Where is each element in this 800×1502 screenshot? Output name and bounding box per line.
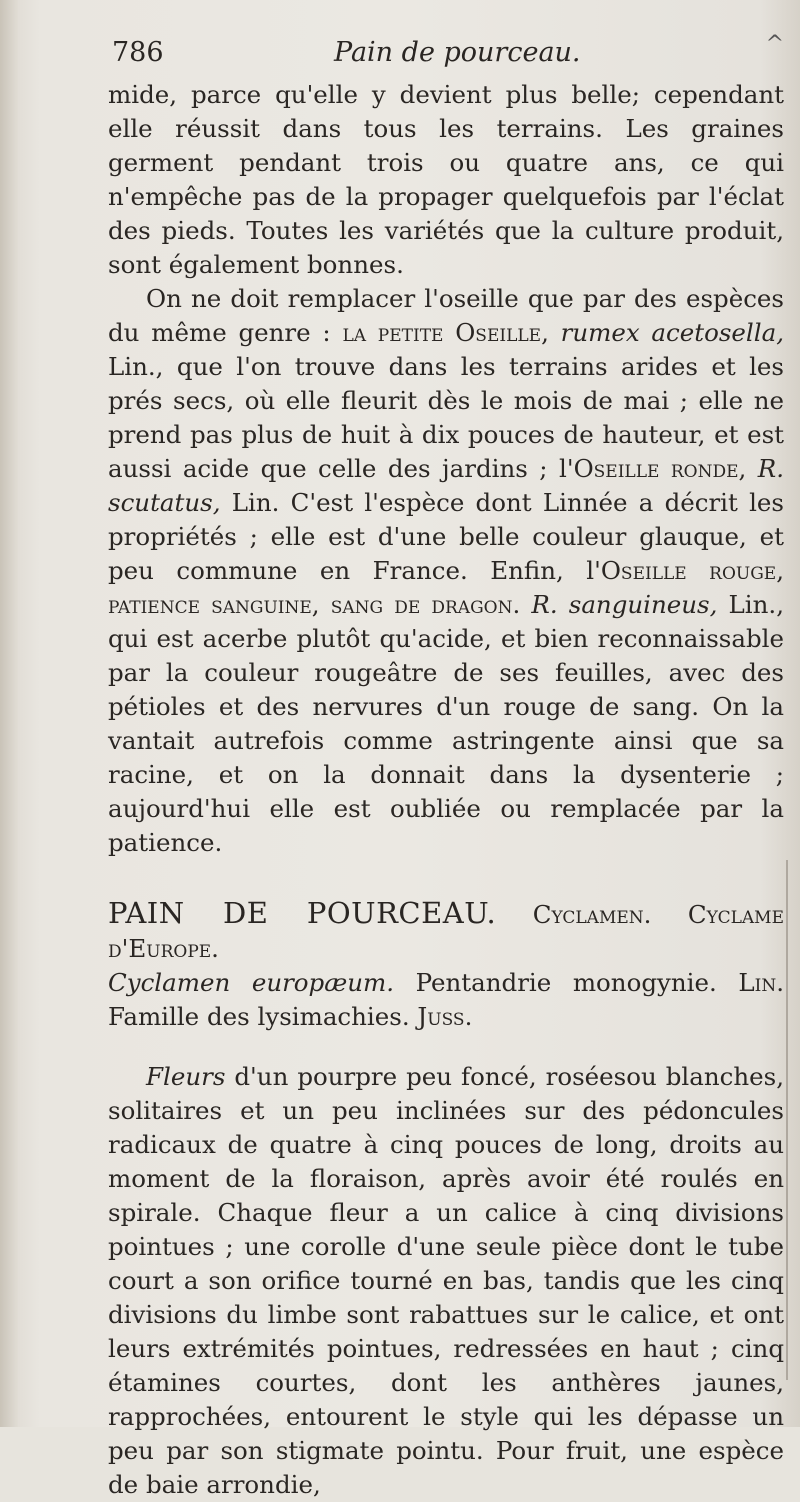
paragraph-continuation: mide, parce qu'elle y devient plus belle; cependant elle réussit dans tous les terrains. Les graines germent pendant trois ou quatre ans, ce qui n'empêche pas de la propager quelquefois par l'éclat des pieds. Toutes les variétés que la culture produit, sont également bonnes. xyxy=(108,80,784,279)
page-body xyxy=(108,78,784,1502)
entry-title: PAIN DE POURCEAU. xyxy=(108,896,497,930)
lead-word-fleurs: Fleurs xyxy=(146,1062,226,1091)
latin-r-sanguineus: R. sanguineus, xyxy=(531,590,718,619)
term-oseille-ronde: Oseille ronde xyxy=(573,454,739,483)
paragraph-oseille: On ne doit remplacer l'oseille que par des espèces du même genre : la petite Oseille, rumex acetosella, Lin., que l'on trouve dans les terrains arides et les prés secs, où elle fleurit dès le mois de mai ; elle ne prend pas plus de huit à dix pouces de hauteur, et est aussi acide que celle des jardins ; l'Oseille ronde, R. scutatus, Lin. C'est l'espèce dont Linnée a décrit les propriétés ; elle est d'une belle couleur glauque, et peu commune en France. Enfin, l'Oseille rouge, patience sanguine, sang de dragon. R. sanguineus, Lin., qui est acerbe plutôt qu'acide, et bien reconnaissable par la couleur rougeâtre de ses feuilles, avec des pétioles et des nervures d'un rouge de sang. On la vantait autrefois comme astringente ainsi que sa racine, et on la donnait dans la dysenterie ; aujourd'hui elle est oubliée ou remplacée par la patience. xyxy=(108,284,785,857)
paragraph-fleurs: Fleurs d'un pourpre peu foncé, roséesou blanches, solitaires et un peu inclinées sur des pédoncules radicaux de quatre à cinq pouces de long, droits au moment de la floraison, après avoir été roulés en spirale. Chaque fleur a un calice à cinq divisions pointues ; une corolle d'une seule pièce dont le tube court a son orifice tourné en bas, tandis que les cinq divisions du limbe sont rabattues sur le calice, et ont leurs extrémités pointues, redressées en haut ; cinq étamines courtes, dont les anthères jaunes, rapprochées, entourent le style qui les dépasse un peu par son stigmate pointu. Pour fruit, une espèce de baie arrondie, xyxy=(108,1062,784,1499)
entry-heading-pain-de-pourceau: PAIN DE POURCEAU. Cyclamen. Cyclame d'Europe. Cyclamen europæum. Pentandrie monogynie. Lin. Famille des lysimachies. Juss. xyxy=(108,896,784,1031)
corner-mark: ^ xyxy=(765,32,784,57)
page-number: 786 xyxy=(112,37,164,68)
running-title: Pain de pourceau. xyxy=(334,37,581,68)
term-oseille-rouge: Oseille rouge, patience sanguine, sang de dragon. xyxy=(108,556,784,619)
page-header xyxy=(112,28,784,78)
page-edge-mark xyxy=(786,860,788,1380)
term-petite-oseille: la petite Oseille xyxy=(342,318,542,347)
page-gutter-shadow xyxy=(0,0,18,1427)
entry-authority-lin: Lin. xyxy=(738,968,784,997)
latin-rumex-acetosella: rumex acetosella, xyxy=(560,318,784,347)
entry-synonyms: Cyclamen. Cyclame d'Europe. xyxy=(108,900,784,963)
latin-r-scutatus: R. scutatus, xyxy=(108,454,784,517)
entry-latin-name: Cyclamen europæum. xyxy=(108,968,395,997)
entry-authority-juss: Juss. xyxy=(417,1002,473,1031)
